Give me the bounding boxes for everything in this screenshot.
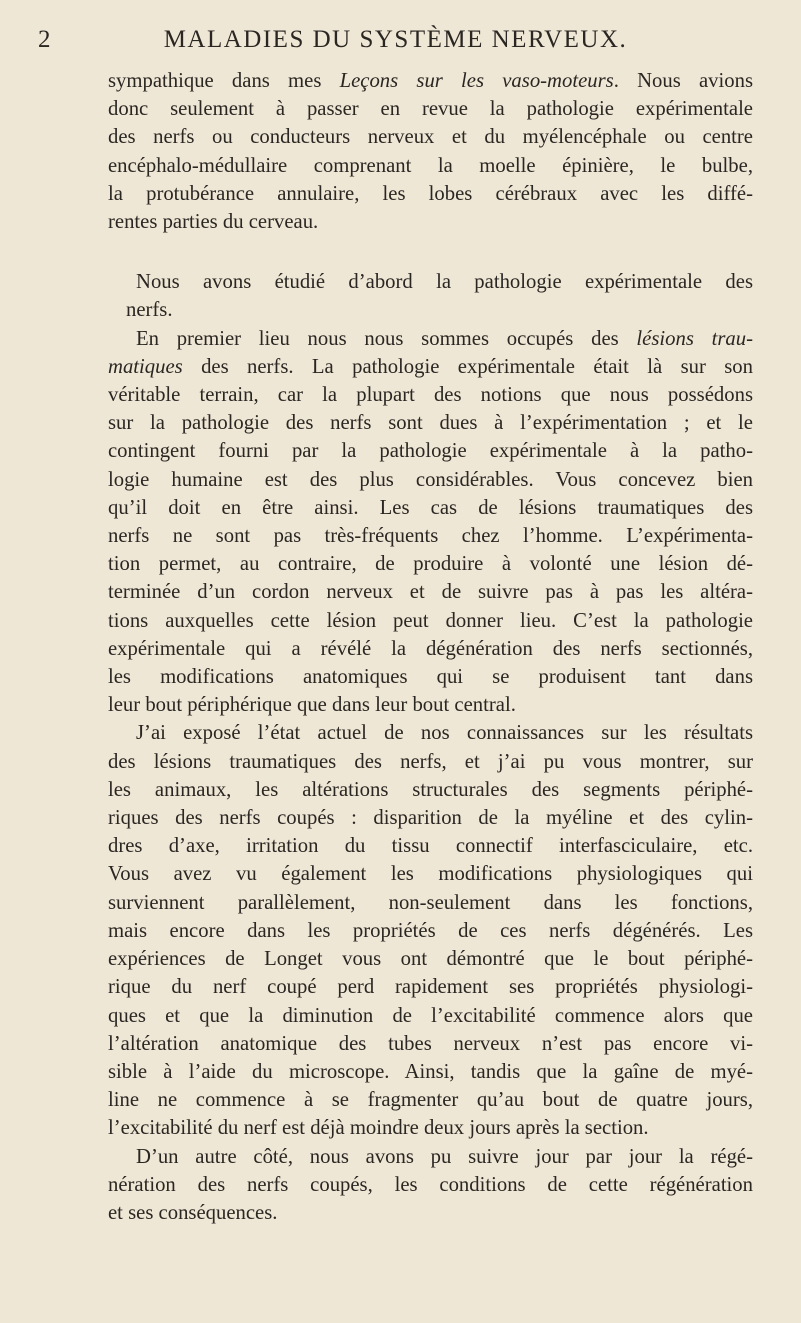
text-line: l’altération anatomique des tubes nerveux n’est pas encore vi- [108, 1032, 753, 1055]
text-line: nerfs. [126, 299, 173, 322]
text-line: expériences de Longet vous ont démontré que le bout périphé- [108, 948, 753, 971]
text-line: surviennent parallèlement, non-seulement dans les fonctions, [108, 891, 753, 914]
text-line: matiques des nerfs. La pathologie expérimentale était là sur son [108, 355, 753, 378]
text-line: J’ai exposé l’état actuel de nos connaissances sur les résultats [136, 722, 753, 745]
text-line: riques des nerfs coupés : disparition de la myéline et des cylin- [108, 807, 753, 830]
text-line: tions auxquelles cette lésion peut donner lieu. C’est la pathologie [108, 609, 753, 632]
text-line: les animaux, les altérations structurales des segments périphé- [108, 778, 753, 801]
body-text [108, 67, 753, 1227]
text-line: Nous avons étudié d’abord la pathologie expérimentale des [136, 271, 753, 294]
running-header [38, 26, 753, 60]
paragraph [108, 1143, 753, 1228]
text-line: nération des nerfs coupés, les conditions de cette régénération [108, 1173, 753, 1196]
text-line: véritable terrain, car la plupart des notions que nous possédons [108, 384, 753, 407]
text-line: logie humaine est des plus considérables. Vous concevez bien [108, 468, 753, 491]
page-number: 2 [38, 26, 52, 53]
text-line: sympathique dans mes Leçons sur les vaso-moteurs. Nous avions [108, 70, 753, 92]
text-line: tion permet, au contraire, de produire à volonté une lésion dé- [108, 553, 753, 576]
text-line: et ses conséquences. [108, 1201, 278, 1224]
text-line: la protubérance annulaire, les lobes cérébraux avec les diffé- [108, 182, 753, 205]
text-line: rique du nerf coupé perd rapidement ses propriétés physiologi- [108, 976, 753, 999]
text-line: D’un autre côté, nous avons pu suivre jour par jour la régé- [136, 1145, 753, 1168]
text-line: terminée d’un cordon nerveux et de suivre pas à pas les altéra- [108, 581, 753, 604]
text-line: encéphalo-médullaire comprenant la moelle épinière, le bulbe, [108, 154, 753, 177]
running-title: MALADIES DU SYSTÈME NERVEUX. [163, 26, 628, 53]
text-line: sible à l’aide du microscope. Ainsi, tandis que la gaîne de myé- [108, 1060, 753, 1083]
text-line: l’excitabilité du nerf est déjà moindre deux jours après la section. [108, 1117, 649, 1140]
text-line: qu’il doit en être ainsi. Les cas de lésions traumatiques des [108, 496, 753, 519]
paragraph [108, 325, 753, 720]
text-line: des lésions traumatiques des nerfs, et j’ai pu vous montrer, sur [108, 750, 753, 773]
paragraph [108, 67, 753, 236]
text-line: sur la pathologie des nerfs sont dues à l’expérimentation ; et le [108, 412, 753, 435]
text-line: dres d’axe, irritation du tissu connectif interfasciculaire, etc. [108, 835, 753, 858]
text-line: les modifications anatomiques qui se produisent tant dans [108, 666, 753, 689]
text-line: des nerfs ou conducteurs nerveux et du myélencéphale ou centre [108, 126, 753, 149]
text-line: line ne commence à se fragmenter qu’au bout de quatre jours, [108, 1089, 753, 1112]
text-line: leur bout périphérique que dans leur bout central. [108, 694, 516, 717]
text-line: contingent fourni par la pathologie expérimentale à la patho- [108, 440, 753, 463]
text-line: donc seulement à passer en revue la pathologie expérimentale [108, 98, 753, 121]
text-line: nerfs ne sont pas très-fréquents chez l’homme. L’expérimenta- [108, 525, 753, 548]
paragraph [108, 719, 753, 1142]
text-line: mais encore dans les propriétés de ces nerfs dégénérés. Les [108, 919, 753, 942]
text-line: expérimentale qui a révélé la dégénération des nerfs sectionnés, [108, 637, 753, 660]
text-line: rentes parties du cerveau. [108, 211, 319, 234]
text-line: Vous avez vu également les modifications physiologiques qui [108, 863, 753, 886]
paragraph [108, 268, 753, 324]
text-line: ques et que la diminution de l’excitabilité commence alors que [108, 1004, 753, 1027]
text-line: En premier lieu nous nous sommes occupés des lésions trau- [136, 327, 754, 350]
